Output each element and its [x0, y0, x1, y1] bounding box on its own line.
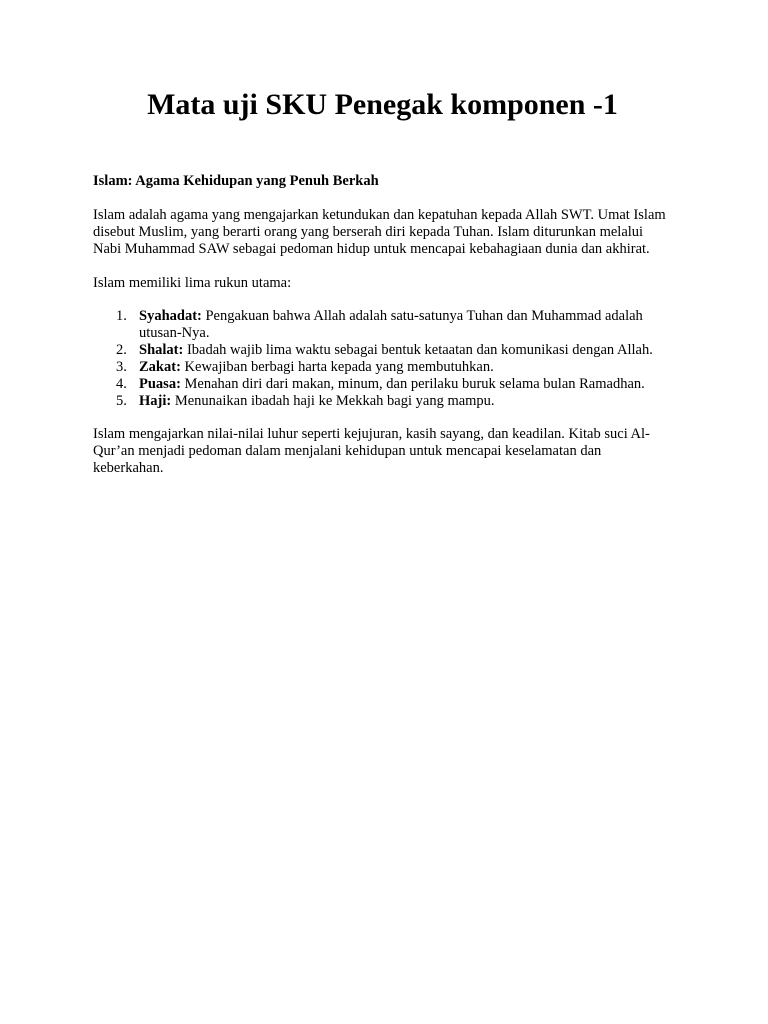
list-item — [116, 393, 672, 410]
page-title: Mata uji SKU Penegak komponen -1 — [147, 88, 618, 121]
intro-paragraph: Islam adalah agama yang mengajarkan ketundukan dan kepatuhan kepada Allah SWT. Umat Islam disebut Muslim, yang berarti orang yang berserah diri kepada Tuhan. Islam diturunkan melalui Nabi Muhammad SAW sebagai pedoman hidup untuk mencapai kebahagiaan dunia dan akhirat. — [93, 207, 666, 257]
list-item-number: 2. — [116, 342, 127, 358]
list-item-text: Kewajiban berbagi harta kepada yang membutuhkan. — [180, 359, 494, 375]
list-item — [116, 342, 672, 359]
list-item-text: Menahan diri dari makan, minum, dan perilaku buruk selama bulan Ramadhan. — [180, 376, 645, 392]
list-item-number: 5. — [116, 393, 127, 409]
list-item-term: Zakat: — [139, 359, 181, 375]
pillars-intro: Islam memiliki lima rukun utama: — [93, 275, 292, 291]
list-item — [116, 376, 672, 393]
list-item-term: Shalat: — [139, 342, 184, 358]
list-item-text: Pengakuan bahwa Allah adalah satu-satunya Tuhan dan Muhammad adalah utusan-Nya. — [139, 308, 643, 341]
closing-paragraph: Islam mengajarkan nilai-nilai luhur seperti kejujuran, kasih sayang, dan keadilan. Kitab suci Al-Qur’an menjadi pedoman dalam menjalani kehidupan untuk mencapai keselamatan dan keberkahan. — [93, 426, 650, 476]
list-item-term: Syahadat: — [139, 308, 202, 324]
section-heading: Islam: Agama Kehidupan yang Penuh Berkah — [93, 173, 379, 189]
pillars-list — [93, 308, 672, 410]
list-item-number: 3. — [116, 359, 127, 375]
list-item-number: 1. — [116, 308, 127, 324]
list-item-text: Ibadah wajib lima waktu sebagai bentuk ketaatan dan komunikasi dengan Allah. — [183, 342, 653, 358]
list-item-text: Menunaikan ibadah haji ke Mekkah bagi yang mampu. — [171, 393, 495, 409]
list-item — [116, 308, 672, 342]
list-item-number: 4. — [116, 376, 127, 392]
list-item-term: Puasa: — [139, 376, 181, 392]
list-item — [116, 359, 672, 376]
list-item-term: Haji: — [139, 393, 172, 409]
